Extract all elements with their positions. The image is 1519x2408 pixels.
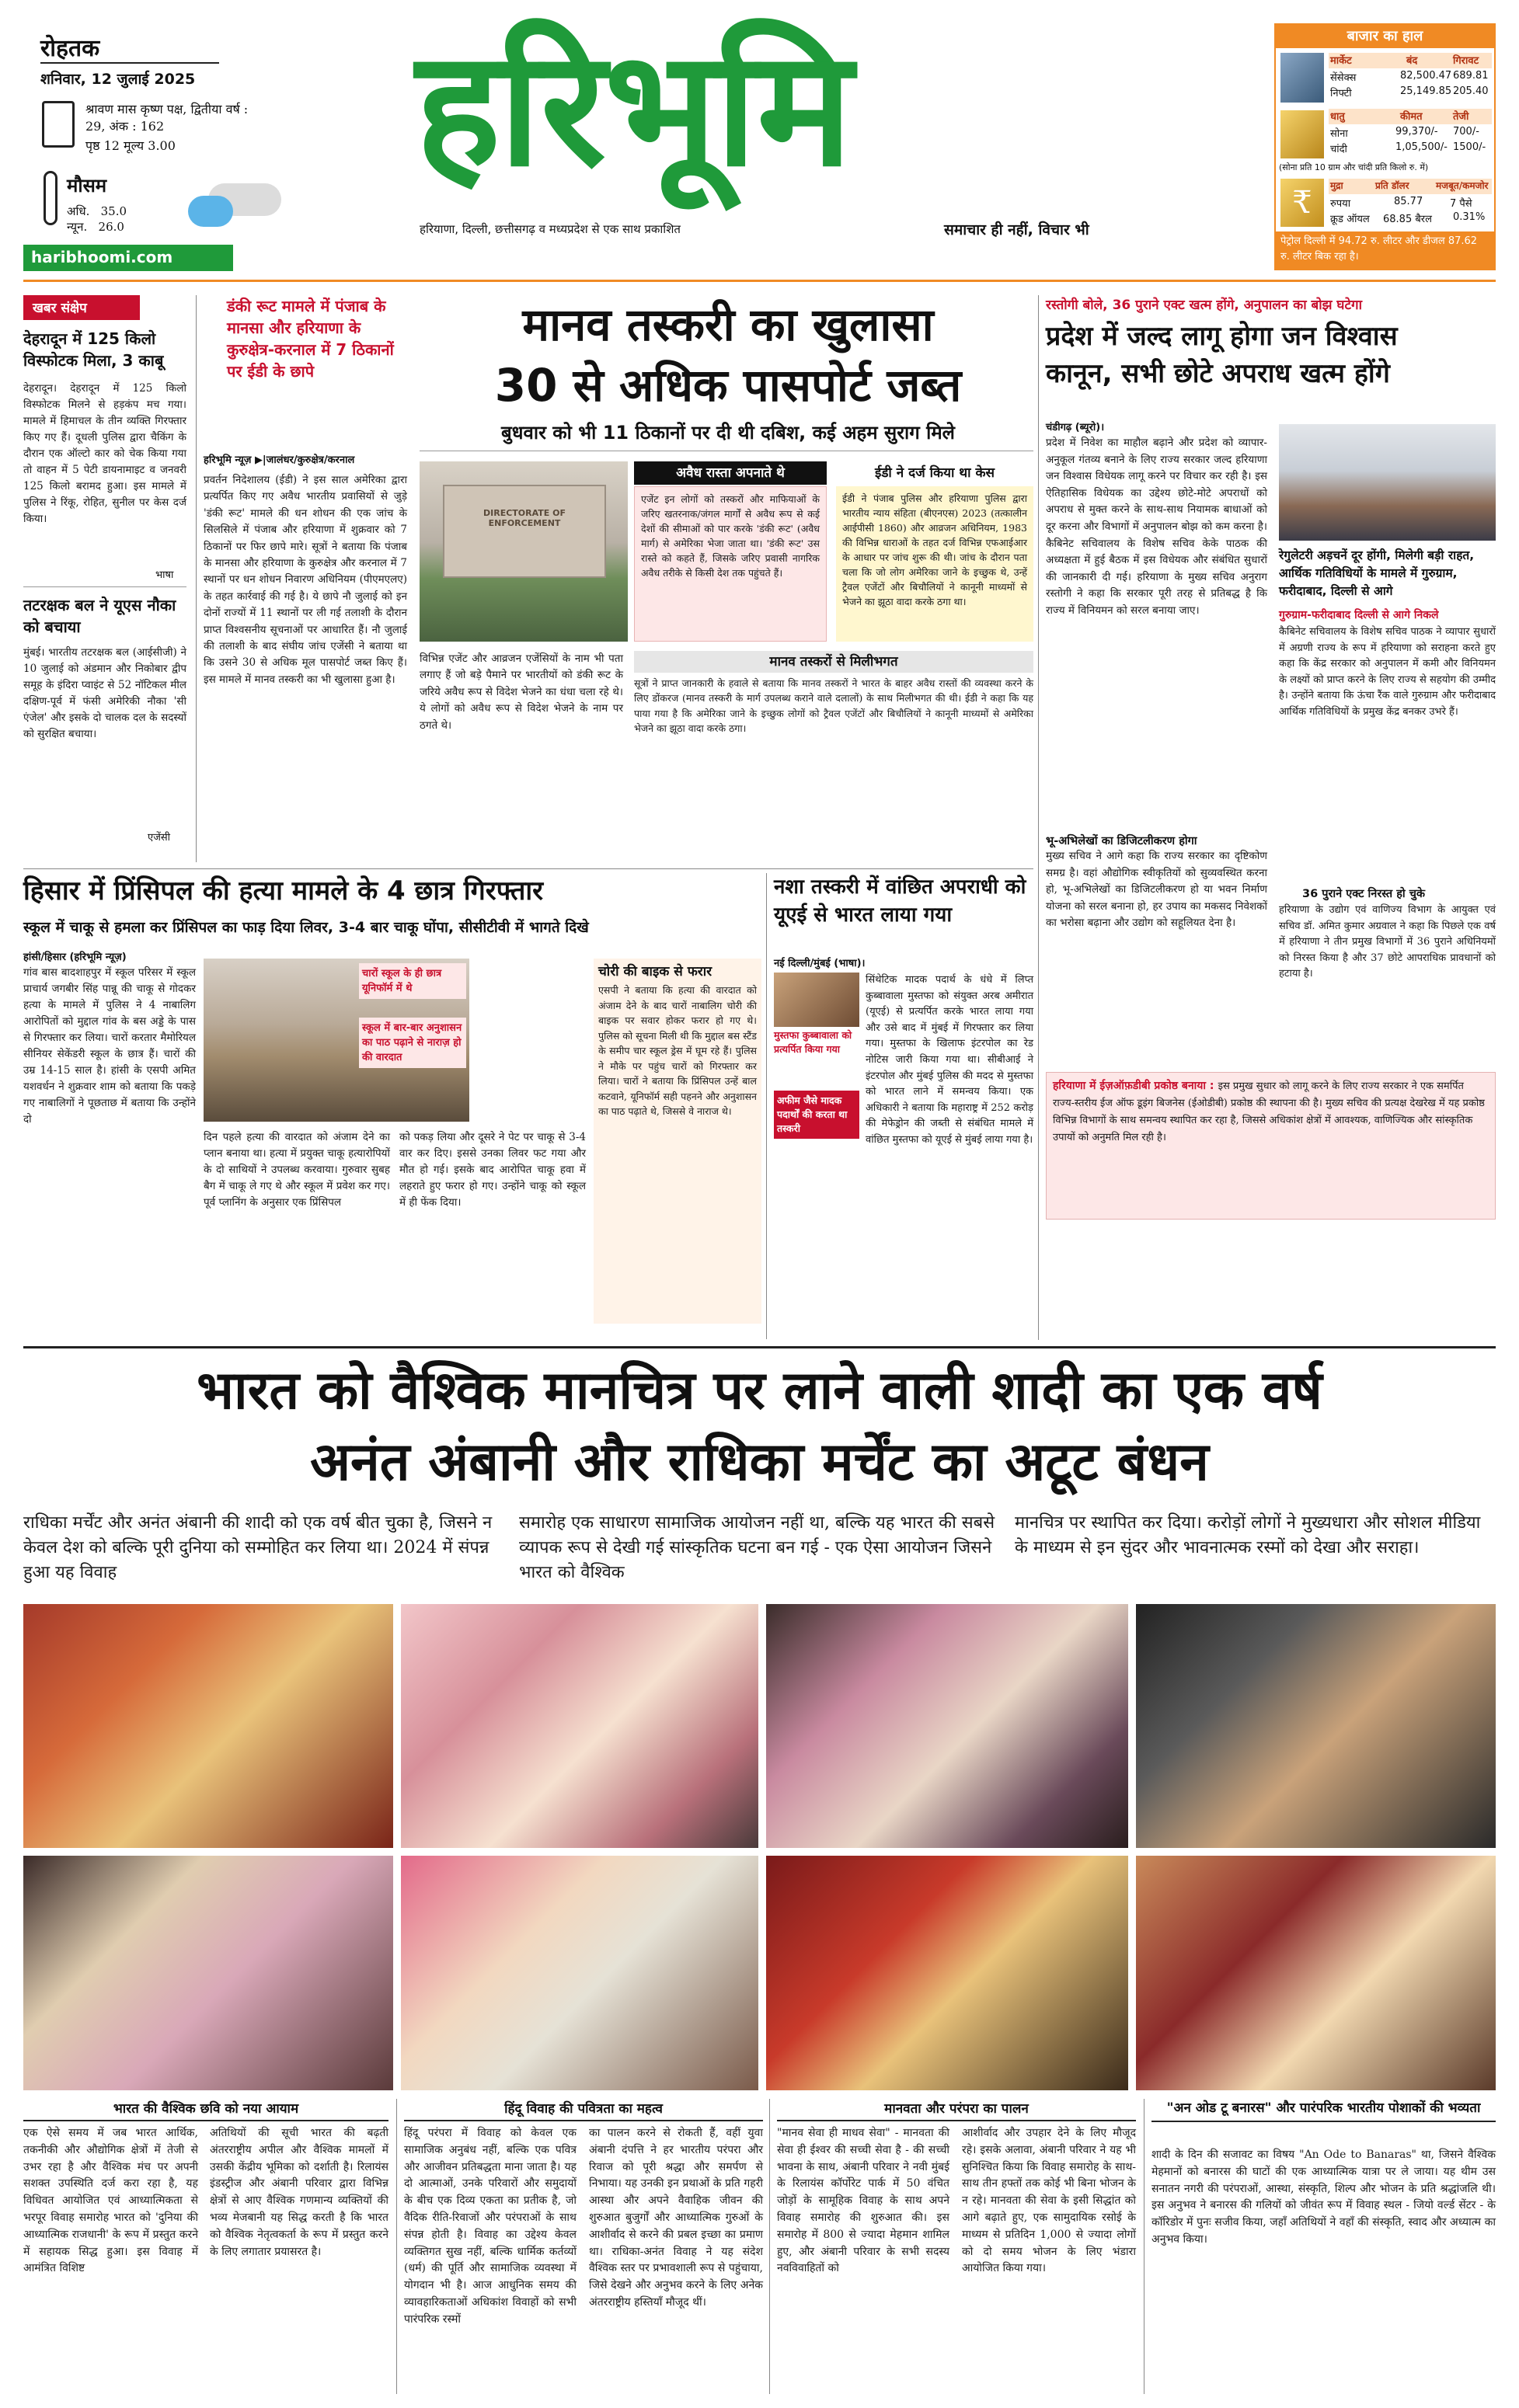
fx-head-1: प्रति डॉलर xyxy=(1375,180,1409,191)
city: रोहतक xyxy=(40,35,100,62)
page-info: पृष्ठ 12 मूल्य 3.00 xyxy=(85,138,176,153)
jan-vishwas-story xyxy=(1046,295,1496,1340)
metal-head-0: धातु xyxy=(1330,111,1345,123)
wedding-photo-5 xyxy=(23,1856,393,2090)
trafficking-body: विभिन्न एजेंट और आव्रजन एजेंसियों के नाम भी पता लगाए हैं जो बड़े पैमाने पर भारतीयों को डंकी रूट के जरिये अवैध रूप से विदेश भेजने का धंधा चला रहे थे। ये लोगों को अवैध रूप से विदेश भेजने के नाम पर ठगते थे। xyxy=(420,652,623,732)
brief-1-body: देहरादून। देहरादून में 125 किलो विस्फोटक मिलने से हड़कंप मच गया। मामले में हिमाचल के तीन व्यक्ति गिरफ्तार किए गए हैं। दूधली पुलिस द्वारा चैकिंग के दौरान एक ऑल्टो कार को चेक किया गया तो वाहन में 5 पेटी डायनामाइट व जनवरी 125 किलो बरामद हुआ। इस मामले में पुलिस ने रिंकू, रोहित, सुनील पर केस दर्ज किया। xyxy=(23,382,186,525)
theft-body: एसपी ने बताया कि हत्या की वारदात को अंजाम देने के बाद चारों नाबालिग चोरी की बाइक पर सवार होकर फरार हो गए थे। पुलिस को सूचना मिली थी कि मुद्दाल बस स्टैंड के समीप चार स्कूल ड्रेस में घूम रहे हैं। पुलिस ने मौके पर पहुंच चारों को गिरफ्तार कर लिया। चारों ने बताया कि प्रिंसिपल उन्हें बाल कटवाने, यूनिफॉर्म सही पहनने और अनुशासन का पाठ पढ़ाते थे, जिससे वे नाराज थे। xyxy=(598,984,757,1117)
donkey-route-story xyxy=(204,295,413,862)
gold-icon xyxy=(1280,110,1324,158)
date: शनिवार, 12 जुलाई 2025 xyxy=(40,71,196,88)
drug-headline: नशा तस्करी में वांछित अपराधी को यूएई से भारत लाया गया xyxy=(774,875,1026,927)
wedding-photo-7 xyxy=(766,1856,1128,2090)
wedding-photo-3 xyxy=(766,1604,1128,1848)
theft-box xyxy=(594,959,761,1324)
market-row xyxy=(1329,141,1492,157)
drug-story xyxy=(774,873,1033,1339)
stock-head-2: गिरावट xyxy=(1453,55,1479,67)
briefs-column xyxy=(23,295,186,862)
col1-body-b: अतिथियों की सूची भारत की बढ़ती अंतरराष्ट्रीय अपील और वैश्विक मामलों में उसकी केंद्रीय भूमिका को दर्शाती है। रिलायंस इंडस्ट्रीज और अंबानी परिवार द्वारा विभिन्न क्षेत्रों से आए वैश्विक गणमान्य व्यक्तियों की भव्य मेजबानी यह सिद्ध करती है कि भारत को वैश्विक नेतृत्वकर्ता के रूप में प्रस्तुत करने के लिए लगातार प्रयासरत है। xyxy=(210,2127,388,2258)
metal-price: 1,05,500/- xyxy=(1395,141,1448,153)
metal-change: 1500/- xyxy=(1453,141,1486,153)
col1-headline: भारत की वैश्विक छवि को नया आयाम xyxy=(23,2099,388,2121)
jv-headline-1: प्रदेश में जल्द लागू होगा जन विश्वास xyxy=(1046,321,1398,352)
slogan: समाचार ही नहीं, विचार भी xyxy=(944,221,1089,238)
market-row xyxy=(1329,211,1492,227)
wedding-headline-1: भारत को वैश्विक मानचित्र पर लाने वाली शादी का एक वर्ष xyxy=(197,1360,1322,1421)
jv-body-2: कैबिनेट सचिवालय के विशेष सचिव पाठक ने व्यापार सुधारों में अग्रणी राज्य के रूप में हरियाणा को सराहना करते हुए कहा कि केंद्र सरकार को अनुपालन में कमी और विनियमन के लक्ष्यों को प्राप्त करने के लिए राज्य से सहयोग की उम्मीद है। उन्होंने बताया कि ऊंचा रैंक वाले गुरुग्राम और फरीदाबाद आर्थिक गतिविधियों के प्रमुख केंद्र बनकर उभरे हैं। xyxy=(1279,626,1496,718)
brief-2-headline: तटरक्षक बल ने यूएस नौका को बचाया xyxy=(23,596,176,636)
box2-body: ईडी ने पंजाब पुलिस और हरियाणा पुलिस द्वारा भारतीय न्याय संहिता (बीएनएस) 2023 (तत्कालीन आईपीसी 1860) और आव्रजन अधिनियम, 1983 की विभिन्न धाराओं के तहत दर्ज विभिन्न एफआईआर के आधार पर जांच शुरू की थी। जांच के दौरान पता चला कि जो लोग अमेरिका जाने के इच्छुक थे, उन्हें ट्रैवल एजेंटों और बिचौलियों ने कानूनी माध्यमों से भेजने का झूठा वादा करके ठगा था। xyxy=(836,486,1033,642)
wedding-photo-6 xyxy=(401,1856,758,2090)
metal-name: सोना xyxy=(1330,128,1348,140)
tagline: हरियाणा, दिल्ली, छत्तीसगढ़ व मध्यप्रदेश से एक साथ प्रकाशित xyxy=(420,222,681,236)
wedding-col-1 xyxy=(23,2099,388,2394)
jv-headline-2: कानून, सभी छोटे अपराध खत्म होंगे xyxy=(1046,358,1390,389)
temp-max: अधि. 35.0 xyxy=(67,204,127,218)
land-headline: भू-अभिलेखों का डिजिटलीकरण होगा xyxy=(1046,835,1197,847)
ed-building-photo xyxy=(420,461,628,642)
donkey-headline: डंकी रूट मामले में पंजाब के मानसा और हरियाणा के कुरुक्षेत्र-करनाल में 7 ठिकानों पर ईडी के छापे xyxy=(227,297,394,381)
fx-rate: 85.77 xyxy=(1394,196,1423,207)
fx-change: 0.31% xyxy=(1453,211,1486,223)
theft-headline: चोरी की बाइक से फरार xyxy=(598,964,712,980)
rupee-icon: ₹ xyxy=(1280,179,1324,227)
site-url[interactable]: haribhoomi.com xyxy=(23,245,233,271)
jv-photo-caption: रेगुलेटरी अड़चनें दूर होंगी, मिलेगी बड़ी राहत, आर्थिक गतिविधियों के मामले में गुरुग्राम, फरीदाबाद, दिल्ली से आगे xyxy=(1279,548,1475,598)
wedding-lead-3: मानचित्र पर स्थापित कर दिया। करोड़ों लोगों ने मुख्यधारा और सोशल मीडिया के माध्यम से इन सुंदर और भावनात्मक रस्मों को देखा और सराहा। xyxy=(1015,1513,1481,1557)
wedding-col-4 xyxy=(1151,2099,1496,2394)
edb-headline: हरियाणा में ईज़ऑफ़डीबी प्रकोष्ठ बनाया : xyxy=(1053,1080,1214,1092)
col3-body-a: हिंदू परंपरा में विवाह को केवल एक सामाजिक अनुबंध नहीं, बल्कि एक पवित्र और आजीवन प्रतिबद्धता माना जाता है। यह दो आत्माओं, उनके परिवारों और समुदायों के बीच एक दिव्य एकता का प्रतीक है, जो वैदिक रीति-रिवाजों और परंपराओं के साथ संपन्न होती है। विवाह का उद्देश्य केवल व्यक्तिगत सुख नहीं, बल्कि धार्मिक कर्तव्यों (धर्म) की पूर्ति और सामाजिक व्यवस्था में योगदान भी है। आज आधुनिक समय की व्यावहारिकताओं अधिकांश विवाहों को सभी पारंपरिक रस्मों xyxy=(404,2127,577,2326)
metal-head-2: तेजी xyxy=(1453,111,1469,123)
market-title: बाजार का हाल xyxy=(1276,25,1494,48)
col5-headline: मानवता और परंपरा का पालन xyxy=(777,2099,1136,2121)
land-body: मुख्य सचिव ने आगे कहा कि राज्य सरकार का दृष्टिकोण समग्र है। वहां औद्योगिक स्वीकृतियों को सुव्यवस्थित करना हो, भू-अभिलेखों का डिजिटलीकरण हो या भवन निर्माण योजना को सरल बनाना हो, हर उपाय का मकसद निवेशकों का भरोसा बढ़ाना और उद्योग को सहूलियत देना है। xyxy=(1046,850,1267,930)
hisar-callout-2: स्कूल में बार-बार अनुशासन का पाठ पढ़ाने से नाराज़ हो की वारदात xyxy=(359,1018,466,1068)
box1-body: एजेंट इन लोगों को तस्करों और माफियाओं के जरिए खतरनाक/जंगल मार्गों से अवैध रूप से कई देशों की सीमाओं को पार करके 'डंकी रूट' (अवैध मार्ग) से अमेरिका भेजा जाता था। 'डंकी रूट' उस रास्ते को कहते हैं, जिसके जरिए प्रवासी नागरिक अवैध तरीके से किसी देश तक पहुंचते हैं। xyxy=(634,486,827,642)
market-row xyxy=(1329,70,1492,85)
hisar-callout-1: चारों स्कूल के ही छात्र यूनिफॉर्म में थे xyxy=(359,963,466,999)
brief-1-credit: भाषा xyxy=(155,569,174,581)
stock-close: 25,149.85 xyxy=(1400,85,1452,97)
box1-headline: अवैध रास्ता अपनाते थे xyxy=(634,461,827,485)
jv-subhead-red: गुरुग्राम-फरीदाबाद दिल्ली से आगे निकले xyxy=(1279,609,1439,621)
hisar-dateline: हांसी/हिसार (हरिभूमि न्यूज़) xyxy=(23,952,127,963)
weather-label: मौसम xyxy=(67,175,107,197)
col3-headline: हिंदू विवाह की पवित्रता का महत्व xyxy=(404,2099,763,2121)
metal-name: चांदी xyxy=(1330,144,1347,155)
hisar-subhead: स्कूल में चाकू से हमला कर प्रिंसिपल का फाड़ दिया लिवर, 3-4 बार चाकू घोंपा, सीसीटीवी में भागते दिखे xyxy=(23,919,589,936)
masthead xyxy=(23,16,1496,276)
acts-body: हरियाणा के उद्योग एवं वाणिज्य विभाग के आयुक्त एवं सचिव डॉ. अमित कुमार अग्रवाल ने कहा कि पिछले एक वर्ष में हरियाणा ने तीन प्रमुख विभागों में 36 पुराने अधिनियमों को निरस्त किया है और 37 छोटे आपराधिक प्रावधानों को हटाया है। xyxy=(1279,904,1496,980)
donkey-body: प्रवर्तन निदेशालय (ईडी) ने इस साल अमेरिका द्वारा प्रत्यर्पित किए गए अवैध भारतीय प्रवासियों से जुड़े 'डंकी रूट' मामले की धन शोधन की एक जांच के सिलसिले में पंजाब और हरियाणा में शुक्रवार को 7 ठिकानों पर फिर छापे मारे। सूत्रों ने बताया कि पंजाब के मानसा और हरियाणा के कुरुक्षेत्र और करनाल में 7 स्थानों पर धन शोधन निवारण अधिनियम (पीएमएलए) के तहत कार्रवाई की गई है। ये छापे नौ जुलाई को इन दोनों राज्यों में 11 स्थानों पर ली गई तलाशी के दौरान प्राप्त विश्वसनीय सूचनाओं पर आधारित हैं। नौ जुलाई की तलाशी के बाद संघीय जांच एजेंसी ने बताया था कि उसने 30 से अधिक मूल पासपोर्ट जब्त किए हैं। इस मामले में मानव तस्करी का भी खुलासा हुआ है। xyxy=(204,474,407,686)
col5-body-b: आशीर्वाद और उपहार देने के लिए मौजूद रहे। इसके अलावा, अंबानी परिवार ने यह भी सुनिश्चित किया कि विवाह समारोह के साथ-साथ तीन हफ्तों तक कोई भी बिना भोजन के न रहे। मानवता की सेवा के इसी सिद्धांत को आगे बढ़ाते हुए, एक सामुदायिक रसोई के माध्यम से प्रतिदिन 1,000 से ज्यादा लोगों को दो समय भोजन के लिए भंडारा आयोजित किया गया। xyxy=(962,2127,1136,2275)
col1-body-a: एक ऐसे समय में जब भारत आर्थिक, तकनीकी और औद्योगिक क्षेत्रों में तेजी से उभर रहा है और वैश्विक मंच पर अपनी सशक्त उपस्थिति दर्ज करा रहा है, यह विधिवत आयोजित एवं आध्यात्मिकता से भरपूर विवाह समारोह भारत को 'दुनिया की आध्यात्मिक राजधानी' के रूप में प्रस्तुत करने में सहायक सिद्ध हुआ। इस विवाह में आमंत्रित विशिष्ट xyxy=(23,2127,198,2275)
box2-headline: ईडी ने दर्ज किया था केस xyxy=(836,461,1033,485)
trafficking-subhead: बुधवार को भी 11 ठिकानों पर दी थी दबिश, कई अहम सुराग मिले xyxy=(501,422,955,444)
brief-1-headline: देहरादून में 125 किलो विस्फोटक मिला, 3 काबू xyxy=(23,329,164,370)
briefs-label: खबर संक्षेप xyxy=(23,295,140,320)
stock-head-0: मार्केट xyxy=(1330,55,1352,67)
market-row xyxy=(1329,196,1492,211)
drug-callout-1: मुस्तफा कुब्बावाला को प्रत्यर्पित किया गया xyxy=(774,1029,852,1055)
wedding-headline-2: अनंत अंबानी और राधिका मर्चेंट का अटूट बंधन xyxy=(310,1432,1209,1493)
market-box xyxy=(1274,23,1496,270)
wedding-photo-1 xyxy=(23,1604,393,1848)
wedding-col-2 xyxy=(404,2099,763,2394)
col7-body: शादी के दिन की सजावट का विषय "An Ode to Banaras" था, जिसने वैश्विक मेहमानों को बनारस की घाटों की एक आध्यात्मिक यात्रा पर ले जाया। यह थीम उस सनातन नगरी की परंपराओं, आस्था, संस्कृति, शिल्प और भोजन के प्रति श्रद्धांजलि थी। इस अनुभव ने बनारस की गलियों को जीवंत रूप में विवाह स्थल - जियो वर्ल्ड सेंटर - के कॉरिडोर में पुनः सजीव किया, जहाँ अतिथियों ने वहाँ की संस्कृति, स्वाद और अध्यात्म का अनुभव किया। xyxy=(1151,2149,1496,2246)
stock-close: 82,500.47 xyxy=(1400,70,1452,82)
donkey-dateline: हरिभूमि न्यूज़ ▶|जालंधर/कुरुक्षेत्र/करनाल xyxy=(204,454,355,466)
temp-min: न्यून. 26.0 xyxy=(67,220,124,234)
strip-body: सूत्रों ने प्राप्त जानकारी के हवाले से बताया कि मानव तस्करों ने भारत के बाहर अवैध रास्तों की व्यवस्था करने के लिए डोंकरज (मानव तस्करी के मार्ग उपलब्ध कराने वाले दलालों) के साथ मिलीभगत की थी। ईडी ने कहा कि यह पाया गया है कि अमेरिका जाने के इच्छुक लोगों को ट्रैवल एजेंटों और बिचौलियों ने कानूनी माध्यमों से अमेरिका भेजने का झूठा वादा करके ठगा। xyxy=(634,677,1033,735)
fx-name: क्रूड ऑयल xyxy=(1330,214,1370,225)
drug-dateline: नई दिल्ली/मुंबई (भाषा)। xyxy=(774,958,866,969)
thermometer-icon xyxy=(44,171,57,225)
fuel-note: पेट्रोल दिल्ली में 94.72 रु. लीटर और डीजल 87.62 रु. लीटर बिक रहा है। xyxy=(1276,231,1494,269)
trafficking-story xyxy=(420,295,1033,862)
wedding-lead-1: राधिका मर्चेंट और अनंत अंबानी की शादी को एक वर्ष बीत चुका है, जिसने न केवल देश को बल्कि पूरी दुनिया को सम्मोहित कर लिया था। 2024 में संपन्न हुआ यह विवाह xyxy=(23,1513,493,1582)
building-sign: DIRECTORATE OF ENFORCEMENT xyxy=(483,508,566,528)
brief-2-credit: एजेंसी xyxy=(148,832,170,844)
hisar-headline: हिसार में प्रिंसिपल की हत्या मामले के 4 छात्र गिरफ्तार xyxy=(23,875,544,906)
hindu-date: श्रावण मास कृष्ण पक्ष, द्वितीया वर्ष : 29, अंक : 162 xyxy=(85,102,249,134)
fx-rate: 68.85 बैरल xyxy=(1383,214,1432,225)
hisar-story xyxy=(23,873,761,1339)
col7-headline: "अन ओड टू बनारस" और पारंपरिक भारतीय पोशाकों की भव्यता xyxy=(1151,2099,1496,2122)
bull-icon xyxy=(1280,53,1324,103)
acts-headline: 36 पुराने एक्ट निरस्त हो चुके xyxy=(1302,888,1426,900)
market-row xyxy=(1329,85,1492,101)
fx-head-0: मुद्रा xyxy=(1330,180,1343,191)
stock-change: 689.81 xyxy=(1453,70,1489,82)
hisar-body-1: गांव बास बादशाहपुर में स्कूल परिसर में स्कूल प्राचार्य जगबीर सिंह पान्नू की चाकू से गोदकर हत्या के मामले में पुलिस ने 4 नाबालिग आरोपितों को मुद्दाल गांव के बस अड्डे के पास से गिरफ्तार कर लिया। चारों करतार मैमोरियल सीनियर सेकेंडरी स्कूल के छात्र हैं। चारों की उम्र 14-15 साल है। हांसी के एसपी अमित यशवर्धन ने शुक्रवार शाम को बताया कि पकड़े गए नाबालिगों ने पूछताछ में बताया कि उन्होंने दो xyxy=(23,966,196,1126)
metal-price: 99,370/- xyxy=(1395,126,1438,137)
fx-head-2: मजबूत/कमजोर xyxy=(1436,180,1489,191)
mustafa-photo xyxy=(774,973,859,1027)
col5-body-a: "मानव सेवा ही माधव सेवा" - मानवता की सेवा ही ईश्वर की सच्ची सेवा है - की सच्ची भावना के साथ, अंबानी परिवार ने नवी मुंबई के रिलायंस कॉर्पोरेट पार्क में 50 वंचित जोड़ों के सामूहिक विवाह के साथ अपने विवाह समारोह की शुरुआत की। इस समारोह में 800 से ज्यादा मेहमान शामिल हुए, और अंबानी परिवार के सभी सदस्य नवविवाहितों को xyxy=(777,2127,949,2275)
stock-head-1: बंद xyxy=(1406,55,1418,67)
wedding-photo-4 xyxy=(1136,1604,1496,1848)
drug-callout-2: अफीम जैसे मादक पदार्थों की करता था तस्करी xyxy=(774,1091,859,1139)
stock-name: निफ्टी xyxy=(1330,88,1352,99)
col3-body-b: का पालन करने से रोकती हैं, वहीं युवा अंबानी दंपत्ति ने हर भारतीय परंपरा और रिवाज को पूरी श्रद्धा और समर्पण से निभाया। यह उनकी इन प्रथाओं के प्रति गहरी आस्था और अपने वैवाहिक जीवन की शुरुआत बुजुर्गों और आध्यात्मिक गुरुओं के आशीर्वाद से करने की प्रबल इच्छा का प्रमाण था। राधिका-अनंत विवाह ने यह संदेश वैश्विक स्तर पर प्रभावशाली रूप से पहुंचाया, जिसे देखने और अनुभव करने के लिए अनेक अंतरराष्ट्रीय हस्तियाँ मौजूद थीं। xyxy=(589,2127,763,2309)
wedding-photo-2 xyxy=(401,1604,758,1848)
fx-change: 7 पैसे xyxy=(1450,198,1472,210)
meeting-photo xyxy=(1279,424,1496,541)
jv-body: प्रदेश में निवेश का माहौल बढ़ाने और प्रदेश को व्यापार-अनुकूल गंतव्य बनाने के लिए राज्य सरकार जल्द हरियाणा जन विश्वास विधेयक लागू करने पर विचार कर रही है। इस ऐतिहासिक विधेयक का उद्देश्य छोटे-मोटे अपराधों को अपराध से मुक्त करने के साथ-साथ नियामक बाधाओं को दूर करना और विभागों में अनुपालन बोझ को कम करना है। कैबिनेट सचिवालय के विशेष सचिव केके पाठक की अध्यक्षता में हुई बैठक में इस विधेयक और संबंधित सुधारों की जानकारी दी गई। हरियाणा के मुख्य सचिव अनुराग रस्तोगी ने कहा कि सरकार पूरी तरह से प्रतिबद्ध है कि राज्य में विनियमन को सरल बनाया जाए। xyxy=(1046,437,1267,617)
wedding-photo-8 xyxy=(1136,1856,1496,2090)
logo: हरिभूमि xyxy=(416,16,852,202)
trafficking-headline-2: 30 से अधिक पासपोर्ट जब्त xyxy=(494,359,962,412)
trafficking-headline-1: मानव तस्करी का खुलासा xyxy=(522,298,934,351)
jv-dateline: चंडीगढ़ (ब्यूरो)। xyxy=(1046,422,1105,433)
hisar-body-3: को पकड़ लिया और दूसरे ने पेट पर चाकू से 3-4 वार कर दिए। इससे उनका लिवर फट गया और मौत हो गई। इसके बाद आरोपित चाकू हवा में लहराते हुए फरार हो गए। उन्होंने चाकू को स्कूल में ही फेंक दिया। xyxy=(399,1131,586,1209)
drug-body: सिंथेटिक मादक पदार्थ के धंधे में लिप्त कुब्बावाला मुस्तफा को संयुक्त अरब अमीरात (यूएई) से प्रत्यर्पित करके भारत लाया गया और उसे बाद में मुंबई में गिरफ्तार कर लिया गया। मुस्तफा के खिलाफ इंटरपोल का रेड नोटिस जारी किया गया था। सीबीआई ने इंटरपोल और मुंबई पुलिस की मदद से मुस्तफा को भारत लाने में समन्वय किया। एक अधिकारी ने बताया कि महाराष्ट्र में 252 करोड़ की मेफेड्रोन की जब्ती से संबंधित मामले में वांछित मुस्तफा को यूएई से मुंबई लाया गया है। xyxy=(866,974,1033,1146)
metal-head-1: कीमत xyxy=(1400,111,1423,123)
wedding-col-3 xyxy=(777,2099,1136,2394)
strip-headline: मानव तस्करों से मिलीभगत xyxy=(634,651,1033,673)
stock-change: 205.40 xyxy=(1453,85,1489,97)
stock-name: सेंसेक्स xyxy=(1330,72,1357,84)
edb-body: इस प्रमुख सुधार को लागू करने के लिए राज्य सरकार ने एक समर्पित राज्य-स्तरीय ईज ऑफ डूइंग बिजनेस (ईओडीबी) प्रकोष्ठ की स्थापना की है। मुख्य सचिव की प्रत्यक्ष देखरेख में यह प्रकोष्ठ विभिन्न विभागों के साथ समन्वय स्थापित कर रहा है, जिससे अधिकांश क्षेत्रों में आवश्यक, वाणिज्यिक और सांस्कृतिक उपायों को अनुमति मिल रही है। xyxy=(1053,1080,1485,1143)
market-row xyxy=(1329,126,1492,141)
hisar-body-2: दिन पहले हत्या की वारदात को अंजाम देने का प्लान बनाया था। हत्या में प्रयुक्त चाकू हत्यारोपियों के दो साथियों ने उपलब्ध करवाया। गुरुवार सुबह बैग में चाकू ले गए थे और स्कूल में प्रवेश कर गए। पूर्व प्लानिंग के अनुसार एक प्रिंसिपल xyxy=(204,1131,390,1209)
jv-kicker: रस्तोगी बोले, 36 पुराने एक्ट खत्म होंगे, अनुपालन का बोझ घटेगा xyxy=(1046,298,1363,313)
wedding-lead-2: समारोह एक साधारण सामाजिक आयोजन नहीं था, बल्कि यह भारत की सबसे व्यापक रूप से देखी गई सांस्कृतिक घटना बन गई - एक ऐसा आयोजन जिसने भारत को वैश्विक xyxy=(519,1513,995,1582)
metal-change: 700/- xyxy=(1453,126,1479,137)
fx-name: रुपया xyxy=(1330,198,1351,210)
metal-note: (सोना प्रति 10 ग्राम और चांदी प्रति किलो रु. में) xyxy=(1279,162,1429,172)
brief-2-body: मुंबई। भारतीय तटरक्षक बल (आईसीजी) ने 10 जुलाई को अंडमान और निकोबार द्वीप समूह के इंदिरा प्वाइंट से 52 नॉटिकल मील दक्षिण-पूर्व में फंसी अमेरिकी नौका 'सी एंजेल' और इसके दो चालक दल के सदस्यों को सुरक्षित बचाया। xyxy=(23,646,186,740)
edb-box xyxy=(1046,1072,1496,1220)
calendar-icon xyxy=(42,101,75,148)
